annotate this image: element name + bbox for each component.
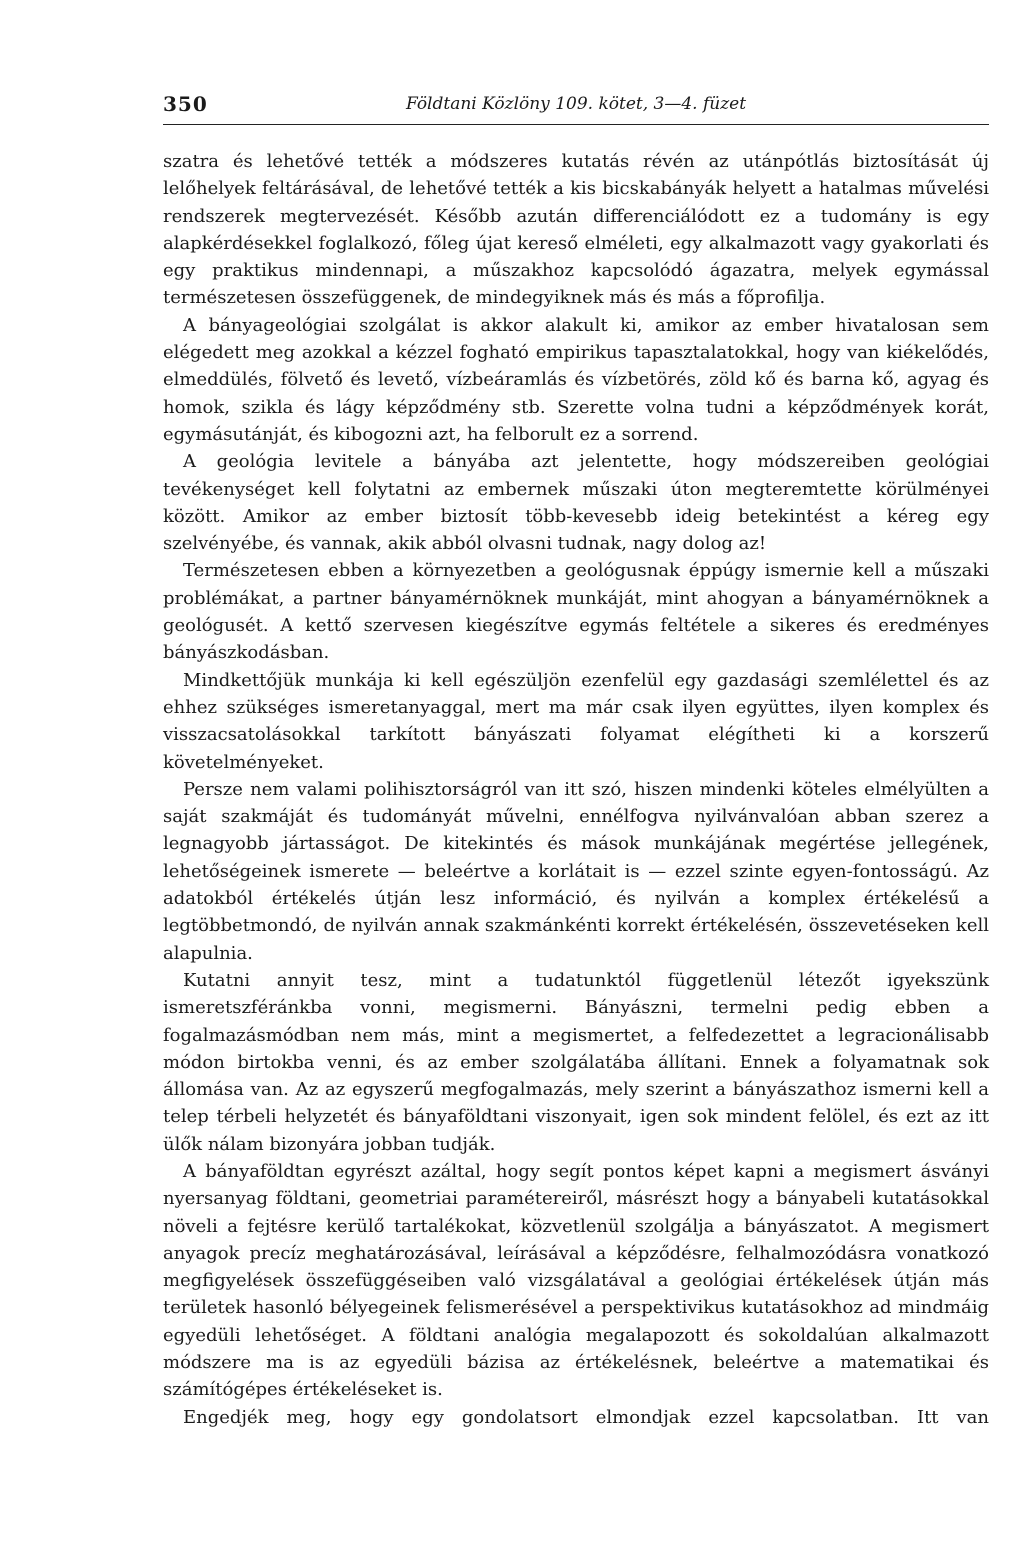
paragraph-7: Kutatni annyit tesz, mint a tudatunktól függetlenül létezőt igyekszünk ismeretszféránkba vonni, megismerni. Bányászni, termelni pedig ebben a fogalmazásmódban nem más, mint a megismertet, a felfedezettet a legracionálisabb módon birtokba venni, és az ember szolgálatába állítani. Ennek a folyamatnak sok állomása van. Az az egyszerű megfogalmazás, mely szerint a bányászathoz ismerni kell a telep térbeli helyzetét és bányaföldtani viszonyait, igen sok mindent felölel, és ezt az itt ülők nálam bizonyára jobban tudják. [163,969,989,1155]
page-number: 350 [163,92,208,116]
running-title: Földtani Közlöny 109. kötet, 3—4. füzet [405,94,747,114]
paragraph-4: Természetesen ebben a környezetben a geológusnak éppúgy ismernie kell a műszaki problémákat, a partner bányamérnöknek munkáját, mint ahogyan a bányamérnöknek a geológusét. A kettő szervesen kiegészítve egymás feltétele a sikeres és eredményes bányászkodásban. [163,560,989,664]
paragraph-9: Engedjék meg, hogy egy gondolatsort elmondjak ezzel kapcsolatban. Itt van [183,1406,989,1428]
page-header [163,92,989,122]
paragraph-5: Mindkettőjük munkája ki kell egészüljön ezenfelül egy gazdasági szemlélettel és az ehhez szükséges ismeretanyaggal, mert ma már csak ilyen együttes, ilyen komplex és visszacsatolásokkal tarkított bányászati folyamat elégítheti ki a korszerű követelményeket. [163,669,989,773]
paragraph-2: A bányageológiai szolgálat is akkor alakult ki, amikor az ember hivatalosan sem elégedett meg azokkal a kézzel fogható empirikus tapasztalatokkal, hogy van kiékelődés, elmeddülés, fölvető és levető, vízbeáramlás és vízbetörés, zöld kő és barna kő, agyag és homok, szikla és lágy képződmény stb. Szerette volna tudni a képződmények korát, egymásutánját, és kibogozni azt, ha felborult ez a sorrend. [163,314,989,445]
paragraph-3: A geológia levitele a bányába azt jelentette, hogy módszereiben geológiai tevékenységet kell folytatni az embernek műszaki úton megteremtette körülményei között. Amikor az ember biztosít több-kevesebb ideig betekintést a kéreg egy szelvényébe, és vannak, akik abból olvasni tudnak, nagy dolog az! [163,451,989,555]
paragraph-1: szatra és lehetővé tették a módszeres kutatás révén az utánpótlás biztosítását új lelőhelyek feltárásával, de lehetővé tették a kis bicskabányák helyett a hatalmas művelési rendszerek megtervezését. Később azután differenciálódott ez a tudomány is egy alapkérdésekkel foglalkozó, főleg újat kereső elméleti, egy alkalmazott vagy gyakorlati és egy praktikus mindennapi, a műszakhoz kapcsolódó ágazatra, melyek egymással természetesen összefüggenek, de mindegyiknek más és más a főprofilja. [163,151,989,309]
paragraph-8: A bányaföldtan egyrészt azáltal, hogy segít pontos képet kapni a megismert ásványi nyersanyag földtani, geometriai paramétereiről, másrészt hogy a bányabeli kutatásokkal növeli a fejtésre kerülő tartalékokat, közvetlenül szolgálja a bányászatot. A megismert anyagok precíz meghatározásával, leírásával a képződésre, felhalmozódásra vonatkozó megfigyelések összefüggéseiben való vizsgálatával a geológiai értékelések útján más területek hasonló bélyegeinek felismerésével a perspektivikus kutatásokhoz ad mindmáig egyedüli lehetőséget. A földtani analógia megalapozott és sokoldalúan alkalmazott módszere ma is az egyedüli bázisa az értékelésnek, beleértve a matematikai és számítógépes értékeléseket is. [163,1160,989,1401]
body-text [163,148,989,1431]
paragraph-6: Persze nem valami polihisztorságról van itt szó, hiszen mindenki köteles elmélyülten a saját szakmáját és tudományát művelni, ennélfogva nyilvánvalóan abban szerez a legnagyobb jártasságot. De kitekintés és mások munkájának megértése jellegének, lehetőségeinek ismerete — beleértve a korlátait is — ezzel szinte egyen-fontosságú. Az adatokból értékelés útján lesz információ, és nyilván a komplex értékelésű a legtöbbetmondó, de nyilván annak szakmánkénti korrekt értékelésén, összevetéseken kell alapulnia. [163,778,989,964]
header-rule [163,124,989,125]
